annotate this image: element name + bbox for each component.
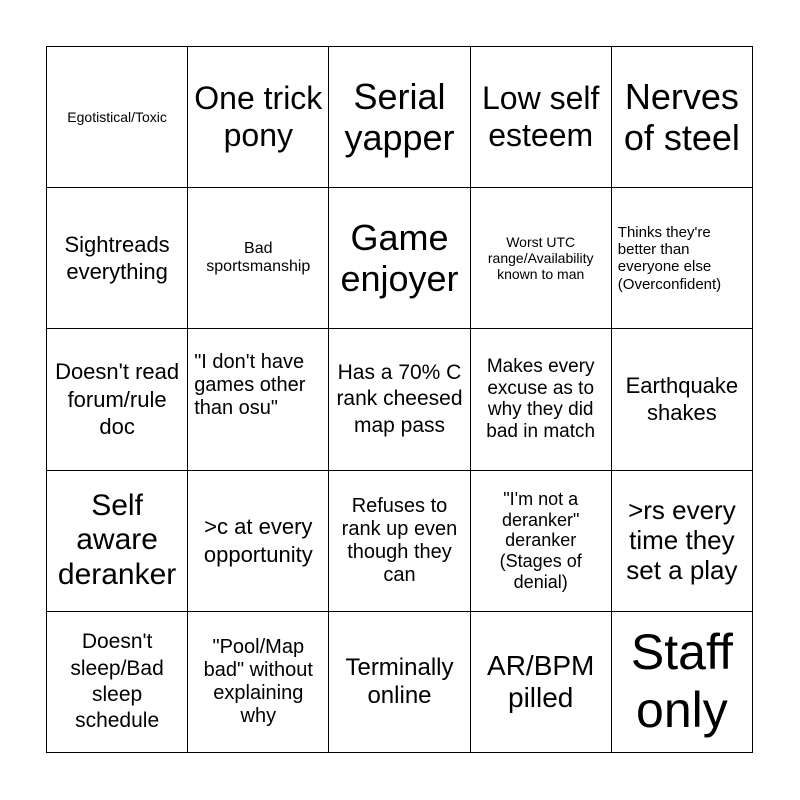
bingo-cell-rs-every-time[interactable]: >rs every time they set a play [612, 471, 753, 612]
bingo-cell-egotistical-toxic[interactable]: Egotistical/Toxic [47, 47, 188, 188]
bingo-cell-c-at-every-opportunity[interactable]: >c at every opportunity [188, 471, 329, 612]
bingo-cell-no-other-games[interactable]: "I don't have games other than osu" [188, 329, 329, 470]
bingo-cell-thinks-better-than-everyone[interactable]: Thinks they're better than everyone else (Overconfident) [612, 188, 753, 329]
bingo-cell-bad-sportsmanship[interactable]: Bad sportsmanship [188, 188, 329, 329]
bingo-cell-makes-every-excuse[interactable]: Makes every excuse as to why they did bad in match [471, 329, 612, 470]
bingo-cell-pool-map-bad[interactable]: "Pool/Map bad" without explaining why [188, 612, 329, 753]
bingo-cell-serial-yapper[interactable]: Serial yapper [329, 47, 470, 188]
bingo-cell-ar-bpm-pilled[interactable]: AR/BPM pilled [471, 612, 612, 753]
bingo-cell-game-enjoyer[interactable]: Game enjoyer [329, 188, 470, 329]
bingo-cell-staff-only[interactable]: Staff only [612, 612, 753, 753]
bingo-cell-c-rank-cheesed[interactable]: Has a 70% C rank cheesed map pass [329, 329, 470, 470]
bingo-cell-worst-utc-range[interactable]: Worst UTC range/Availability known to man [471, 188, 612, 329]
bingo-cell-self-aware-deranker[interactable]: Self aware deranker [47, 471, 188, 612]
bingo-cell-one-trick-pony[interactable]: One trick pony [188, 47, 329, 188]
bingo-cell-not-a-deranker[interactable]: "I'm not a deranker" deranker (Stages of denial) [471, 471, 612, 612]
bingo-cell-sightreads-everything[interactable]: Sightreads everything [47, 188, 188, 329]
bingo-cell-nerves-of-steel[interactable]: Nerves of steel [612, 47, 753, 188]
bingo-cell-earthquake-shakes[interactable]: Earthquake shakes [612, 329, 753, 470]
bingo-cell-doesnt-read-forum[interactable]: Doesn't read forum/rule doc [47, 329, 188, 470]
bingo-cell-low-self-esteem[interactable]: Low self esteem [471, 47, 612, 188]
bingo-cell-refuses-to-rank-up[interactable]: Refuses to rank up even though they can [329, 471, 470, 612]
bingo-board [46, 46, 753, 753]
bingo-cell-bad-sleep-schedule[interactable]: Doesn't sleep/Bad sleep schedule [47, 612, 188, 753]
bingo-cell-terminally-online[interactable]: Terminally online [329, 612, 470, 753]
